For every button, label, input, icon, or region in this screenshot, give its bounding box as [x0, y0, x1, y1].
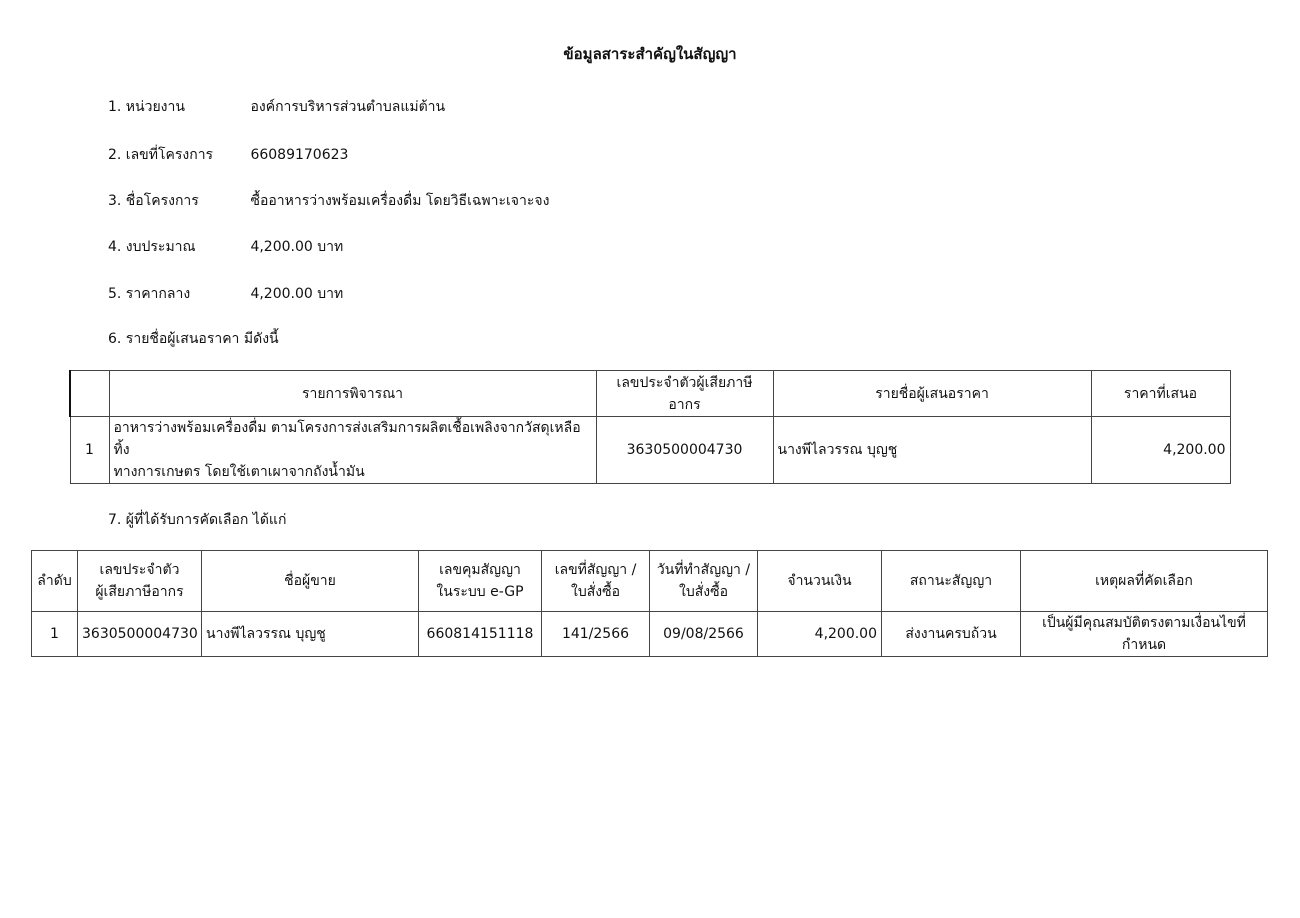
table-cell: 141/2566 — [542, 612, 650, 657]
page-title: ข้อมูลสาระสำคัญในสัญญา — [563, 45, 737, 63]
header-line: เลขคุมสัญญา — [439, 562, 521, 578]
table-cell: 4,200.00 — [1091, 417, 1230, 484]
table-cell — [109, 417, 596, 484]
table-cell: 3630500004730 — [78, 612, 202, 657]
header-line: ผู้เสียภาษีอากร — [95, 584, 184, 600]
table-header-cell: จำนวนเงิน — [758, 551, 882, 612]
header-line: เลขประจำตัว — [99, 562, 180, 578]
table-cell: 4,200.00 — [758, 612, 882, 657]
header-line: วันที่ทำสัญญา / — [656, 562, 751, 578]
info-value: องค์การบริหารส่วนตำบลแม่ต้าน — [250, 99, 446, 115]
table-cell: 3630500004730 — [596, 417, 773, 484]
table-cell: 1 — [32, 612, 78, 657]
table-row — [32, 612, 1268, 657]
winners-table — [31, 550, 1268, 657]
table-header-cell — [419, 551, 542, 612]
table-header-cell: รายการพิจารณา — [109, 371, 596, 417]
table-cell: นางพีไลวรรณ บุญชู — [202, 612, 419, 657]
table-cell: ส่งงานครบถ้วน — [882, 612, 1021, 657]
table-header-cell — [78, 551, 202, 612]
table-cell: 660814151118 — [419, 612, 542, 657]
header-line: ใบสั่งซื้อ — [678, 584, 728, 600]
table-header-cell: ราคาที่เสนอ — [1091, 371, 1230, 417]
info-row-project-name — [108, 190, 549, 212]
info-label: 1. หน่วยงาน — [108, 99, 185, 115]
table-header-cell: ชื่อผู้ขาย — [202, 551, 419, 612]
info-value: 4,200.00 บาท — [250, 286, 344, 302]
table-header-cell — [70, 371, 109, 417]
winners-heading: 7. ผู้ที่ได้รับการคัดเลือก ได้แก่ — [108, 512, 287, 528]
table-header-row — [70, 371, 1230, 417]
table-header-cell: สถานะสัญญา — [882, 551, 1021, 612]
info-row-agency — [108, 96, 445, 118]
info-value: 4,200.00 บาท — [250, 239, 344, 255]
table-header-row — [32, 551, 1268, 612]
table-row — [70, 417, 1230, 484]
header-line: เลขที่สัญญา / — [554, 562, 637, 578]
bidders-heading: 6. รายชื่อผู้เสนอราคา มีดังนี้ — [108, 331, 279, 347]
info-row-reference-price — [108, 283, 343, 305]
table-cell: 09/08/2566 — [650, 612, 758, 657]
table-header-cell: ลำดับ — [32, 551, 78, 612]
info-label: 2. เลขที่โครงการ — [108, 147, 214, 163]
table-cell: 1 — [70, 417, 109, 484]
info-value: 66089170623 — [250, 147, 349, 163]
item-line: ทางการเกษตร โดยใช้เตาเผาจากถังน้ำมัน — [113, 464, 365, 480]
bidders-table — [69, 370, 1231, 484]
item-line: อาหารว่างพร้อมเครื่องดื่ม ตามโครงการส่งเสริมการผลิตเชื้อเพลิงจากวัสดุเหลือทิ้ง — [113, 420, 581, 458]
table-cell: เป็นผู้มีคุณสมบัติตรงตามเงื่อนไขที่กำหนด — [1021, 612, 1268, 657]
info-row-budget — [108, 236, 343, 258]
table-header-cell: รายชื่อผู้เสนอราคา — [773, 371, 1091, 417]
table-cell: นางพีไลวรรณ บุญชู — [773, 417, 1091, 484]
info-label: 4. งบประมาณ — [108, 239, 196, 255]
header-line: ใบสั่งซื้อ — [570, 584, 620, 600]
info-value: ซื้ออาหารว่างพร้อมเครื่องดื่ม โดยวิธีเฉพาะเจาะจง — [250, 193, 550, 209]
info-label: 5. ราคากลาง — [108, 286, 191, 302]
table-header-cell: เหตุผลที่คัดเลือก — [1021, 551, 1268, 612]
table-header-cell: เลขประจำตัวผู้เสียภาษีอากร — [596, 371, 773, 417]
info-label: 3. ชื่อโครงการ — [108, 193, 199, 209]
info-row-project-number — [108, 144, 348, 166]
table-header-cell — [542, 551, 650, 612]
header-line: ในระบบ e-GP — [436, 584, 524, 600]
table-header-cell — [650, 551, 758, 612]
